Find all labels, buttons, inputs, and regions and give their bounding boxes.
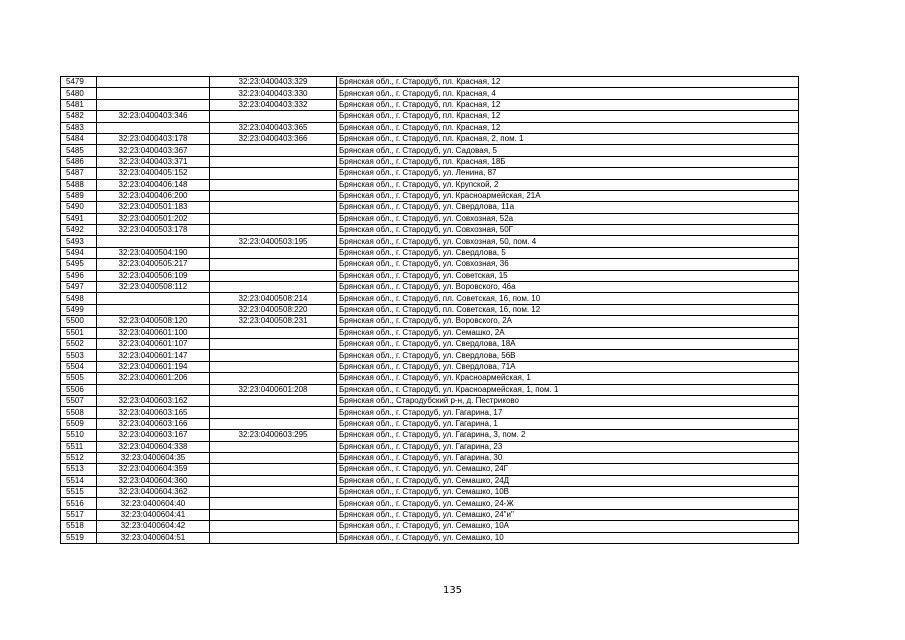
address-cell: Брянская обл., г. Стародуб, ул. Садовая, 5: [337, 145, 799, 156]
address-cell: Брянская обл., г. Стародуб, ул. Совхозная, 50Г: [337, 225, 799, 236]
address-cell: Брянская обл., г. Стародуб, ул. Гагарина, 30: [337, 452, 799, 463]
address-cell: Брянская обл., г. Стародуб, ул. Семашко, 10В: [337, 487, 799, 498]
cadastral-number-cell: 32:23:0400604:362: [97, 487, 210, 498]
registry-table-body: [61, 77, 799, 544]
premises-cadastral-number-cell: [210, 475, 337, 486]
table-row: [61, 487, 799, 498]
registry-table: [60, 76, 799, 544]
premises-cadastral-number-cell: [210, 418, 337, 429]
row-number-cell: 5485: [61, 145, 97, 156]
address-cell: Брянская обл., г. Стародуб, пл. Красная, 12: [337, 77, 799, 88]
table-row: [61, 282, 799, 293]
table-row: [61, 498, 799, 509]
cadastral-number-cell: [97, 88, 210, 99]
address-cell: Брянская обл., г. Стародуб, ул. Красноармейская, 1, пом. 1: [337, 384, 799, 395]
address-cell: Брянская обл., г. Стародуб, ул. Воровского, 2А: [337, 316, 799, 327]
address-cell: Брянская обл., г. Стародуб, ул. Семашко, 10: [337, 532, 799, 543]
row-number-cell: 5501: [61, 327, 97, 338]
row-number-cell: 5479: [61, 77, 97, 88]
premises-cadastral-number-cell: [210, 259, 337, 270]
cadastral-number-cell: 32:23:0400604:51: [97, 532, 210, 543]
address-cell: Брянская обл., г. Стародуб, ул. Семашко, 10А: [337, 521, 799, 532]
row-number-cell: 5506: [61, 384, 97, 395]
table-row: [61, 475, 799, 486]
row-number-cell: 5503: [61, 350, 97, 361]
table-row: [61, 259, 799, 270]
table-row: [61, 464, 799, 475]
table-row: [61, 304, 799, 315]
premises-cadastral-number-cell: 32:23:0400403:366: [210, 133, 337, 144]
address-cell: Брянская обл., г. Стародуб, ул. Гагарина, 1: [337, 418, 799, 429]
address-cell: Брянская обл., г. Стародуб, пл. Красная, 12: [337, 111, 799, 122]
row-number-cell: 5496: [61, 270, 97, 281]
table-row: [61, 350, 799, 361]
address-cell: Брянская обл., г. Стародуб, пл. Красная, 12: [337, 99, 799, 110]
address-cell: Брянская обл., г. Стародуб, ул. Свердлова, 71А: [337, 361, 799, 372]
row-number-cell: 5516: [61, 498, 97, 509]
row-number-cell: 5510: [61, 430, 97, 441]
address-cell: Брянская обл., г. Стародуб, ул. Советская, 15: [337, 270, 799, 281]
row-number-cell: 5484: [61, 133, 97, 144]
premises-cadastral-number-cell: [210, 521, 337, 532]
table-row: [61, 225, 799, 236]
premises-cadastral-number-cell: [210, 373, 337, 384]
premises-cadastral-number-cell: [210, 532, 337, 543]
cadastral-number-cell: 32:23:0400508:120: [97, 316, 210, 327]
premises-cadastral-number-cell: 32:23:0400508:214: [210, 293, 337, 304]
cadastral-number-cell: 32:23:0400603:166: [97, 418, 210, 429]
address-cell: Брянская обл., г. Стародуб, ул. Семашко, 24"и": [337, 509, 799, 520]
cadastral-number-cell: 32:23:0400501:183: [97, 202, 210, 213]
cadastral-number-cell: 32:23:0400603:162: [97, 395, 210, 406]
cadastral-number-cell: 32:23:0400506:109: [97, 270, 210, 281]
premises-cadastral-number-cell: [210, 179, 337, 190]
premises-cadastral-number-cell: [210, 395, 337, 406]
table-row: [61, 327, 799, 338]
row-number-cell: 5494: [61, 247, 97, 258]
cadastral-number-cell: 32:23:0400508:112: [97, 282, 210, 293]
row-number-cell: 5480: [61, 88, 97, 99]
cadastral-number-cell: 32:23:0400604:40: [97, 498, 210, 509]
premises-cadastral-number-cell: 32:23:0400508:231: [210, 316, 337, 327]
premises-cadastral-number-cell: [210, 452, 337, 463]
row-number-cell: 5509: [61, 418, 97, 429]
premises-cadastral-number-cell: 32:23:0400508:220: [210, 304, 337, 315]
cadastral-number-cell: 32:23:0400604:35: [97, 452, 210, 463]
row-number-cell: 5513: [61, 464, 97, 475]
address-cell: Брянская обл., г. Стародуб, пл. Красная, 12: [337, 122, 799, 133]
address-cell: Брянская обл., г. Стародуб, пл. Красная, 2, пом. 1: [337, 133, 799, 144]
table-row: [61, 236, 799, 247]
premises-cadastral-number-cell: [210, 350, 337, 361]
cadastral-number-cell: 32:23:0400603:167: [97, 430, 210, 441]
cadastral-number-cell: [97, 304, 210, 315]
cadastral-number-cell: 32:23:0400604:338: [97, 441, 210, 452]
page-number: 135: [442, 585, 463, 596]
table-row: [61, 521, 799, 532]
table-row: [61, 122, 799, 133]
premises-cadastral-number-cell: 32:23:0400601:208: [210, 384, 337, 395]
premises-cadastral-number-cell: [210, 111, 337, 122]
address-cell: Брянская обл., г. Стародуб, ул. Гагарина, 3, пом. 2: [337, 430, 799, 441]
address-cell: Брянская обл., г. Стародуб, ул. Семашко, 24Г: [337, 464, 799, 475]
row-number-cell: 5492: [61, 225, 97, 236]
table-row: [61, 111, 799, 122]
table-row: [61, 395, 799, 406]
row-number-cell: 5511: [61, 441, 97, 452]
cadastral-number-cell: [97, 236, 210, 247]
table-row: [61, 88, 799, 99]
premises-cadastral-number-cell: [210, 487, 337, 498]
premises-cadastral-number-cell: [210, 338, 337, 349]
row-number-cell: 5487: [61, 168, 97, 179]
address-cell: Брянская обл., г. Стародуб, пл. Советская, 16, пом. 10: [337, 293, 799, 304]
cadastral-number-cell: 32:23:0400601:107: [97, 338, 210, 349]
row-number-cell: 5498: [61, 293, 97, 304]
address-cell: Брянская обл., г. Стародуб, ул. Семашко, 24-Ж: [337, 498, 799, 509]
address-cell: Брянская обл., г. Стародуб, ул. Совхозная, 50, пом. 4: [337, 236, 799, 247]
table-row: [61, 213, 799, 224]
premises-cadastral-number-cell: [210, 441, 337, 452]
table-row: [61, 145, 799, 156]
table-row: [61, 316, 799, 327]
address-cell: Брянская обл., г. Стародуб, ул. Гагарина, 17: [337, 407, 799, 418]
premises-cadastral-number-cell: [210, 190, 337, 201]
cadastral-number-cell: 32:23:0400406:200: [97, 190, 210, 201]
address-cell: Брянская обл., г. Стародуб, ул. Свердлова, 18А: [337, 338, 799, 349]
row-number-cell: 5512: [61, 452, 97, 463]
premises-cadastral-number-cell: [210, 270, 337, 281]
row-number-cell: 5517: [61, 509, 97, 520]
cadastral-number-cell: 32:23:0400503:178: [97, 225, 210, 236]
row-number-cell: 5489: [61, 190, 97, 201]
premises-cadastral-number-cell: [210, 168, 337, 179]
address-cell: Брянская обл., г. Стародуб, пл. Советская, 16, пом. 12: [337, 304, 799, 315]
row-number-cell: 5514: [61, 475, 97, 486]
address-cell: Брянская обл., г. Стародуб, ул. Свердлова, 56В: [337, 350, 799, 361]
address-cell: Брянская обл., г. Стародуб, ул. Красноармейская, 1: [337, 373, 799, 384]
premises-cadastral-number-cell: 32:23:0400403:330: [210, 88, 337, 99]
premises-cadastral-number-cell: [210, 407, 337, 418]
table-row: [61, 156, 799, 167]
row-number-cell: 5504: [61, 361, 97, 372]
cadastral-number-cell: [97, 77, 210, 88]
cadastral-number-cell: 32:23:0400603:165: [97, 407, 210, 418]
cadastral-number-cell: 32:23:0400406:148: [97, 179, 210, 190]
premises-cadastral-number-cell: [210, 145, 337, 156]
cadastral-number-cell: 32:23:0400501:202: [97, 213, 210, 224]
row-number-cell: 5493: [61, 236, 97, 247]
premises-cadastral-number-cell: 32:23:0400503:195: [210, 236, 337, 247]
table-row: [61, 270, 799, 281]
premises-cadastral-number-cell: [210, 361, 337, 372]
cadastral-number-cell: 32:23:0400604:360: [97, 475, 210, 486]
address-cell: Брянская обл., г. Стародуб, ул. Свердлова, 11а: [337, 202, 799, 213]
premises-cadastral-number-cell: [210, 509, 337, 520]
row-number-cell: 5481: [61, 99, 97, 110]
premises-cadastral-number-cell: [210, 247, 337, 258]
address-cell: Брянская обл., г. Стародуб, пл. Красная, 18Б: [337, 156, 799, 167]
address-cell: Брянская обл., г. Стародуб, ул. Совхозная, 36: [337, 259, 799, 270]
premises-cadastral-number-cell: [210, 464, 337, 475]
row-number-cell: 5495: [61, 259, 97, 270]
row-number-cell: 5497: [61, 282, 97, 293]
table-row: [61, 202, 799, 213]
premises-cadastral-number-cell: 32:23:0400403:332: [210, 99, 337, 110]
row-number-cell: 5508: [61, 407, 97, 418]
address-cell: Брянская обл., г. Стародуб, пл. Красная, 4: [337, 88, 799, 99]
table-row: [61, 293, 799, 304]
table-row: [61, 441, 799, 452]
table-row: [61, 430, 799, 441]
table-row: [61, 99, 799, 110]
cadastral-number-cell: 32:23:0400604:359: [97, 464, 210, 475]
row-number-cell: 5505: [61, 373, 97, 384]
premises-cadastral-number-cell: [210, 202, 337, 213]
table-row: [61, 133, 799, 144]
address-cell: Брянская обл., г. Стародуб, ул. Ленина, 87: [337, 168, 799, 179]
table-row: [61, 452, 799, 463]
cadastral-number-cell: 32:23:0400601:100: [97, 327, 210, 338]
address-cell: Брянская обл., г. Стародуб, ул. Совхозная, 52а: [337, 213, 799, 224]
cadastral-number-cell: 32:23:0400604:42: [97, 521, 210, 532]
premises-cadastral-number-cell: 32:23:0400603:295: [210, 430, 337, 441]
row-number-cell: 5486: [61, 156, 97, 167]
row-number-cell: 5491: [61, 213, 97, 224]
cadastral-number-cell: 32:23:0400504:190: [97, 247, 210, 258]
table-row: [61, 407, 799, 418]
table-row: [61, 247, 799, 258]
cadastral-number-cell: 32:23:0400405:152: [97, 168, 210, 179]
address-cell: Брянская обл., г. Стародуб, ул. Семашко, 2А: [337, 327, 799, 338]
cadastral-number-cell: 32:23:0400403:371: [97, 156, 210, 167]
address-cell: Брянская обл., г. Стародуб, ул. Красноармейская, 21А: [337, 190, 799, 201]
premises-cadastral-number-cell: [210, 213, 337, 224]
table-row: [61, 418, 799, 429]
row-number-cell: 5499: [61, 304, 97, 315]
cadastral-number-cell: 32:23:0400403:367: [97, 145, 210, 156]
cadastral-number-cell: 32:23:0400601:147: [97, 350, 210, 361]
premises-cadastral-number-cell: 32:23:0400403:329: [210, 77, 337, 88]
row-number-cell: 5483: [61, 122, 97, 133]
cadastral-number-cell: [97, 99, 210, 110]
cadastral-number-cell: 32:23:0400403:346: [97, 111, 210, 122]
address-cell: Брянская обл., Стародубский р-н, д. Пестриково: [337, 395, 799, 406]
row-number-cell: 5507: [61, 395, 97, 406]
premises-cadastral-number-cell: [210, 282, 337, 293]
cadastral-number-cell: [97, 384, 210, 395]
table-row: [61, 384, 799, 395]
table-row: [61, 77, 799, 88]
row-number-cell: 5500: [61, 316, 97, 327]
cadastral-number-cell: [97, 122, 210, 133]
row-number-cell: 5518: [61, 521, 97, 532]
table-row: [61, 532, 799, 543]
table-row: [61, 509, 799, 520]
table-row: [61, 338, 799, 349]
table-row: [61, 361, 799, 372]
cadastral-number-cell: 32:23:0400601:206: [97, 373, 210, 384]
address-cell: Брянская обл., г. Стародуб, ул. Крупской, 2: [337, 179, 799, 190]
premises-cadastral-number-cell: [210, 498, 337, 509]
table-row: [61, 190, 799, 201]
table-row: [61, 168, 799, 179]
address-cell: Брянская обл., г. Стародуб, ул. Свердлова, 5: [337, 247, 799, 258]
row-number-cell: 5482: [61, 111, 97, 122]
cadastral-number-cell: [97, 293, 210, 304]
row-number-cell: 5502: [61, 338, 97, 349]
row-number-cell: 5515: [61, 487, 97, 498]
premises-cadastral-number-cell: [210, 156, 337, 167]
cadastral-number-cell: 32:23:0400604:41: [97, 509, 210, 520]
address-cell: Брянская обл., г. Стародуб, ул. Гагарина, 23: [337, 441, 799, 452]
address-cell: Брянская обл., г. Стародуб, ул. Воровского, 46а: [337, 282, 799, 293]
row-number-cell: 5490: [61, 202, 97, 213]
cadastral-number-cell: 32:23:0400601:194: [97, 361, 210, 372]
cadastral-number-cell: 32:23:0400505:217: [97, 259, 210, 270]
premises-cadastral-number-cell: [210, 327, 337, 338]
row-number-cell: 5488: [61, 179, 97, 190]
premises-cadastral-number-cell: [210, 225, 337, 236]
table-row: [61, 179, 799, 190]
address-cell: Брянская обл., г. Стародуб, ул. Семашко, 24Д: [337, 475, 799, 486]
row-number-cell: 5519: [61, 532, 97, 543]
cadastral-number-cell: 32:23:0400403:178: [97, 133, 210, 144]
table-row: [61, 373, 799, 384]
premises-cadastral-number-cell: 32:23:0400403:365: [210, 122, 337, 133]
